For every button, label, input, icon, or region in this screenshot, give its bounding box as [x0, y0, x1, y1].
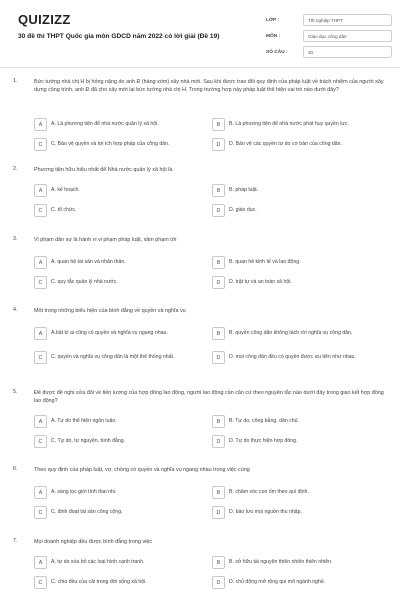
option-letter-box: D: [212, 506, 225, 519]
option-b[interactable]: [212, 184, 384, 197]
option-letter-box: C: [34, 204, 47, 217]
option-letter-box: C: [34, 576, 47, 589]
header-divider: [0, 67, 400, 68]
option-a[interactable]: [34, 118, 206, 131]
option-text: C. định đoạt tài sản công cộng.: [51, 509, 123, 515]
option-letter-box: B: [212, 415, 225, 428]
option-letter-box: B: [212, 118, 225, 131]
option-text: D. trật tự và an toàn xã hội.: [229, 279, 292, 285]
option-letter-box: C: [34, 435, 47, 448]
option-text: D. chủ động mở rộng qui mô ngành nghề.: [229, 579, 326, 585]
option-letter-box: B: [212, 184, 225, 197]
option-letter-box: D: [212, 138, 225, 151]
option-text: A. Tự do thể hiện ngôn luận.: [51, 418, 117, 424]
option-text: A. tự do xóa bỏ các loại hình cạnh tranh.: [51, 559, 145, 565]
meta-label: SỐ CÂU :: [266, 49, 288, 55]
question-text: Một trong những biểu hiện của bình đẳng về quyền và nghĩa vụ: [34, 308, 186, 314]
option-text: B. Tự do, công bằng, dân chủ.: [229, 418, 299, 424]
option-b[interactable]: [212, 118, 384, 131]
option-letter-box: A: [34, 118, 47, 131]
option-a[interactable]: [34, 327, 206, 340]
option-c[interactable]: [34, 204, 206, 217]
option-letter-box: D: [212, 576, 225, 589]
option-text: C. quy tắc quản lý nhà nước.: [51, 279, 118, 285]
meta-row-class: [266, 12, 392, 28]
option-letter-box: B: [212, 256, 225, 269]
option-text: D. Bảo vệ các quyền tự do cơ bản của công dân.: [229, 141, 343, 147]
question-number: 7.: [13, 538, 18, 544]
question-number: 6.: [13, 466, 18, 472]
meta-label: LỚP :: [266, 17, 280, 23]
option-letter-box: C: [34, 276, 47, 289]
option-text: B. quan hệ kinh tế và lao động.: [229, 259, 301, 265]
meta-value-question-count: 40: [303, 46, 392, 58]
option-letter-box: C: [34, 138, 47, 151]
option-letter-box: B: [212, 327, 225, 340]
question-text: Phương tiện hữu hiệu nhất để Nhà nước quản lý xã hội là: [34, 167, 173, 173]
option-a[interactable]: [34, 556, 206, 569]
option-c[interactable]: [34, 351, 206, 364]
option-letter-box: D: [212, 351, 225, 364]
option-text: C. Tự do, tự nguyện, bình đẳng.: [51, 438, 126, 444]
question-text: Vi phạm dân sự là hành vi vi phạm pháp luật, xâm phạm tới: [34, 237, 177, 243]
option-a[interactable]: [34, 415, 206, 428]
meta-row-question-count: [266, 44, 392, 60]
question-number: 5.: [13, 389, 18, 395]
option-letter-box: A: [34, 327, 47, 340]
option-text: B. quyền công dân không tách rời nghĩa vụ công dân.: [229, 330, 353, 336]
option-letter-box: B: [212, 556, 225, 569]
meta-value-subject: Giáo dục công dân: [303, 30, 392, 42]
option-b[interactable]: [212, 486, 384, 499]
option-letter-box: A: [34, 556, 47, 569]
option-letter-box: D: [212, 435, 225, 448]
option-d[interactable]: [212, 351, 384, 364]
option-letter-box: C: [34, 351, 47, 364]
meta-value-class: Tốt nghiệp THPT: [303, 14, 392, 26]
option-text: C. chia đều của cải trong đời sống xã hội.: [51, 579, 147, 585]
option-d[interactable]: [212, 276, 384, 289]
option-text: B. pháp luật.: [229, 187, 259, 193]
option-a[interactable]: [34, 256, 206, 269]
option-text: C. quyền và nghĩa vụ công dân là một thể thống nhất.: [51, 354, 175, 360]
option-text: A. quan hệ tài sản và nhân thân.: [51, 259, 126, 265]
option-letter-box: C: [34, 506, 47, 519]
option-b[interactable]: [212, 327, 384, 340]
question-number: 1.: [13, 78, 18, 84]
option-text: B. sở hữu tài nguyên thiên nhiên thiên nhiên.: [229, 559, 333, 565]
page-title: 30 đề thi THPT Quốc gia môn GDCD năm 2022 có lời giải (Đề 19): [18, 33, 220, 40]
option-letter-box: A: [34, 415, 47, 428]
option-a[interactable]: [34, 184, 206, 197]
option-text: B. chăm sóc con ốm theo quí định.: [229, 489, 309, 495]
question-text: Để được đề nghị sửa đổi về tiền lương của hợp đồng lao động, người lao động cần căn cứ theo nguyên tắc nào dưới đây trong giao kết hợp đồng lao động?: [34, 390, 384, 404]
question-text: Bức tường nhà chị H bị hỏng nặng do anh Đ (hàng xóm) xây nhà mới. Sau khi được trao đổi quy định của pháp luật về trách nhiệm của người xây dựng công trình, anh Đ đã cho xây mới lại bức tường nhà chị H. Trong trường hợp này pháp luật thể hiện vai trò nào dưới đây?: [34, 79, 384, 93]
option-c[interactable]: [34, 138, 206, 151]
option-text: D. bảo lưu mọi nguồn thu nhập.: [229, 509, 302, 515]
worksheet-header: [0, 0, 400, 66]
option-d[interactable]: [212, 435, 384, 448]
option-d[interactable]: [212, 576, 384, 589]
option-text: A. Là phương tiện để nhà nước quản lý xã hội.: [51, 121, 159, 127]
option-text: D. giáo dục.: [229, 207, 257, 213]
meta-label: MÔN :: [266, 33, 281, 39]
meta-row-subject: [266, 28, 392, 44]
option-text: B. Là phương tiện để nhà nước phát huy quyền lực.: [229, 121, 349, 127]
option-c[interactable]: [34, 276, 206, 289]
option-letter-box: D: [212, 276, 225, 289]
option-c[interactable]: [34, 576, 206, 589]
quizizz-logo: QUIZIZZ: [18, 12, 71, 27]
option-text: D. mọi công dân đều có quyền được ưu tiên như nhau.: [229, 354, 356, 360]
option-c[interactable]: [34, 435, 206, 448]
option-b[interactable]: [212, 415, 384, 428]
option-c[interactable]: [34, 506, 206, 519]
question-number: 4.: [13, 307, 18, 313]
option-letter-box: A: [34, 256, 47, 269]
option-letter-box: A: [34, 184, 47, 197]
option-text: A. kế hoạch.: [51, 187, 80, 193]
option-letter-box: A: [34, 486, 47, 499]
option-d[interactable]: [212, 506, 384, 519]
question-number: 3.: [13, 236, 18, 242]
option-text: C. tổ chức.: [51, 207, 77, 213]
option-text: D. Tự do thực hiện hợp đồng.: [229, 438, 298, 444]
option-d[interactable]: [212, 204, 384, 217]
option-letter-box: B: [212, 486, 225, 499]
option-text: A.bất kì ai cũng có quyền và nghĩa vụ ngang nhau.: [51, 330, 168, 336]
question-text: Theo quy định của pháp luật, vợ, chồng có quyền và nghĩa vụ ngang nhau trong việc cùng: [34, 467, 250, 473]
option-letter-box: D: [212, 204, 225, 217]
option-b[interactable]: [212, 556, 384, 569]
question-text: Mọi doanh nghiệp đều được bình đẳng trong việc: [34, 539, 153, 545]
option-b[interactable]: [212, 256, 384, 269]
option-text: C. Bảo vệ quyền và lợi ích hợp pháp của công dân.: [51, 141, 170, 147]
option-text: A. sáng lọc giới tính thai nhi.: [51, 489, 117, 495]
option-d[interactable]: [212, 138, 384, 151]
question-number: 2.: [13, 166, 18, 172]
option-a[interactable]: [34, 486, 206, 499]
worksheet-meta: [266, 12, 392, 60]
